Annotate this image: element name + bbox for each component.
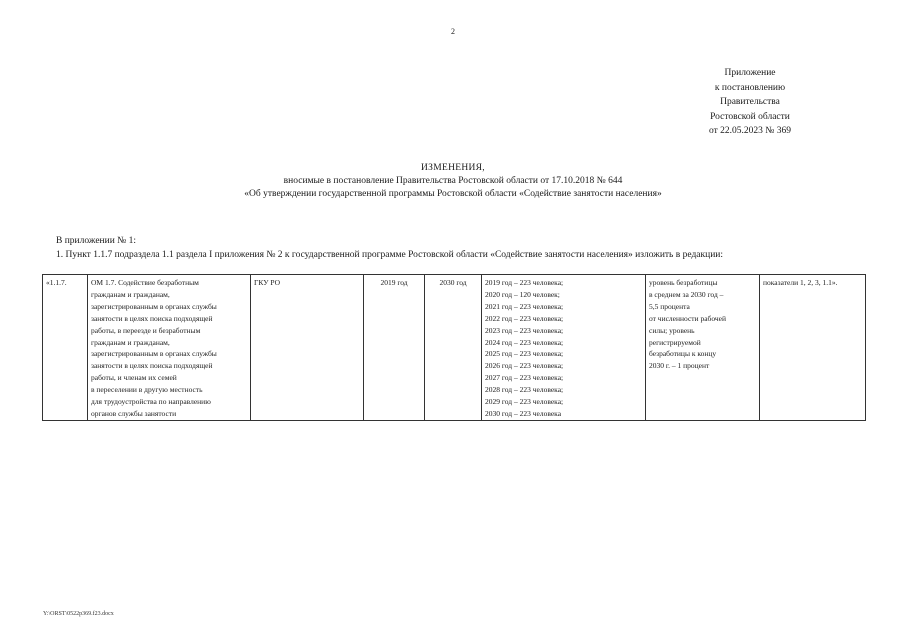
target-line: от численности рабочей bbox=[649, 313, 727, 323]
appendix-line: от 22.05.2023 № 369 bbox=[709, 126, 791, 137]
measure-line: ОМ 1.7. Содействие безработным bbox=[91, 278, 199, 287]
cell-start-year: 2019 год bbox=[364, 275, 425, 421]
cell-target bbox=[646, 275, 760, 421]
appendix-block bbox=[680, 66, 820, 139]
appendix-line: к постановлению bbox=[714, 82, 786, 93]
intro-line: 1. Пункт 1.1.7 подраздела 1.1 раздела I приложения № 2 к государственной программе Ростовской области «Содействие занятости населения» изложить в редакции: bbox=[56, 250, 724, 260]
result-line: 2029 год – 223 человека; bbox=[485, 397, 564, 407]
measure-line: занятости в целях поиска подходящей bbox=[91, 361, 213, 371]
result-line: 2024 год – 223 человека; bbox=[485, 337, 564, 347]
result-line: 2019 год – 223 человека; bbox=[485, 278, 564, 287]
result-line: 2020 год – 120 человек; bbox=[485, 289, 560, 299]
result-line: 2030 год – 223 человека bbox=[485, 408, 562, 418]
result-line: 2028 год – 223 человека; bbox=[485, 385, 564, 395]
target-line: в среднем за 2030 год – bbox=[649, 289, 724, 299]
measure-table bbox=[42, 274, 866, 421]
target-line: регистрируемой bbox=[649, 337, 701, 347]
appendix-line: Ростовской области bbox=[710, 111, 790, 122]
appendix-line: Приложение bbox=[724, 68, 776, 78]
measure-line: для трудоустройства по направлению bbox=[91, 397, 211, 407]
title-line: «Об утверждении государственной программы Ростовской области «Содействие занятости населения» bbox=[244, 189, 662, 200]
result-line: 2026 год – 223 человека; bbox=[485, 361, 564, 371]
measure-line: гражданам и гражданам, bbox=[91, 289, 170, 299]
measure-line: гражданам и гражданам, bbox=[91, 337, 170, 347]
cell-indicators: показатели 1, 2, 3, 1.1». bbox=[760, 275, 866, 421]
target-line: 2030 г. – 1 процент bbox=[649, 361, 710, 371]
cell-end-year: 2030 год bbox=[425, 275, 482, 421]
measure-line: занятости в целях поиска подходящей bbox=[91, 313, 213, 323]
cell-executor: ГКУ РО bbox=[251, 275, 364, 421]
measure-line: в переселении в другую местность bbox=[91, 385, 203, 395]
file-path-footer: Y:\ORST\0522p369.f23.docx bbox=[43, 611, 114, 617]
target-line: уровень безработицы bbox=[649, 278, 718, 287]
measure-line: зарегистрированным в органах службы bbox=[91, 349, 217, 359]
document-title bbox=[0, 162, 906, 202]
target-line: силы; уровень bbox=[649, 325, 695, 335]
title-heading: ИЗМЕНЕНИЯ, bbox=[421, 163, 485, 173]
result-line: 2021 год – 223 человека; bbox=[485, 301, 564, 311]
result-line: 2025 год – 223 человека; bbox=[485, 349, 564, 359]
target-line: 5,5 процента bbox=[649, 301, 690, 311]
result-line: 2022 год – 223 человека; bbox=[485, 313, 564, 323]
result-line: 2023 год – 223 человека; bbox=[485, 325, 564, 335]
table-row bbox=[43, 275, 866, 421]
measure-line: работы, и членам их семей bbox=[91, 373, 177, 383]
result-line: 2027 год – 223 человека; bbox=[485, 373, 564, 383]
intro-line: В приложении № 1: bbox=[56, 236, 136, 246]
page-number: 2 bbox=[451, 27, 455, 36]
cell-measure bbox=[88, 275, 251, 421]
target-line: безработицы к концу bbox=[649, 349, 717, 359]
measure-line: работы, в переезде и безработным bbox=[91, 325, 201, 335]
cell-results bbox=[482, 275, 646, 421]
title-line: вносимые в постановление Правительства Ростовской области от 17.10.2018 № 644 bbox=[283, 176, 623, 187]
appendix-line: Правительства bbox=[720, 97, 780, 108]
measure-line: органов службы занятости bbox=[91, 408, 177, 418]
measure-line: зарегистрированным в органах службы bbox=[91, 301, 217, 311]
cell-number: «1.1.7. bbox=[43, 275, 88, 421]
